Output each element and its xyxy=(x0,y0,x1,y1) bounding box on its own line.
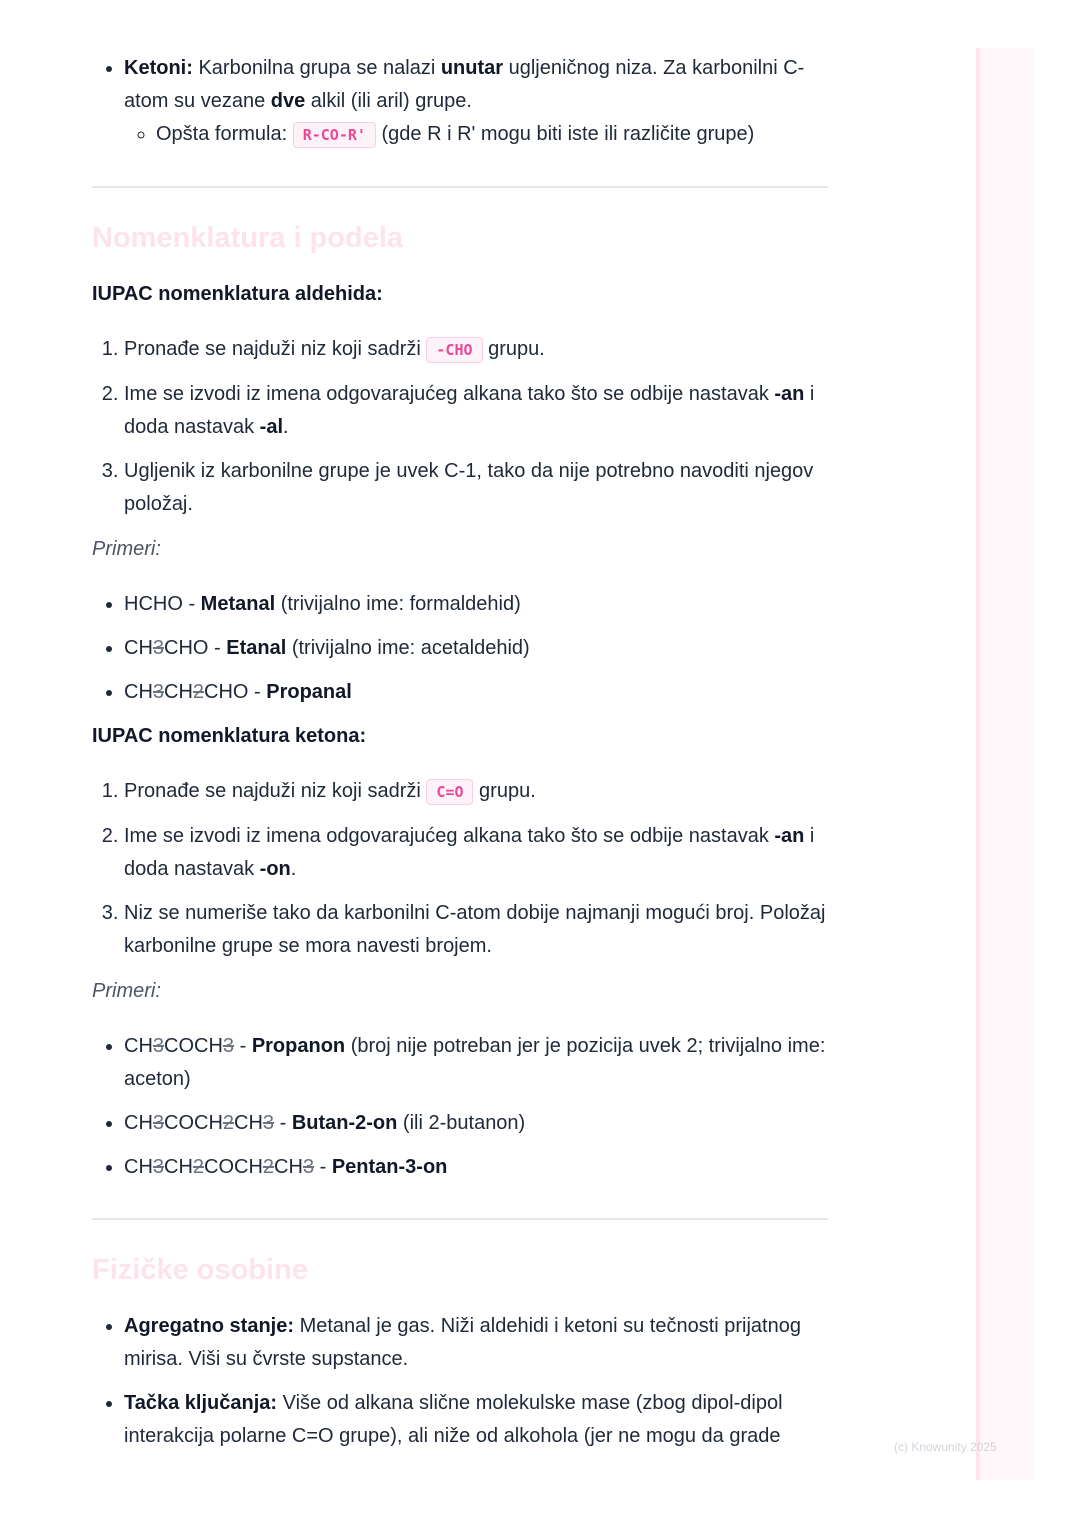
ket-step-1-text-a: Pronađe se najduži niz koji sadrži xyxy=(124,780,427,802)
ket-ex3-f3: COCH xyxy=(204,1156,263,1178)
ket-example-1 xyxy=(124,1030,828,1096)
section-title-fizicke: Fizičke osobine xyxy=(92,1254,308,1286)
ket-step-2-text-a: Ime se izvodi iz imena odgovarajućeg alkana tako što se odbije nastavak xyxy=(124,825,775,847)
ket-ex3-f4: CH xyxy=(274,1156,303,1178)
agregatno-text: Metanal je gas. Niži aldehidi i ketoni su tečnosti prijatnog mirisa. Viši su čvrste supstance. xyxy=(124,1315,801,1370)
ketoni-text-2: ugljeničnog niza. Za karbonilni C-atom su vezane xyxy=(124,57,805,112)
ald-ex2-f1: CH xyxy=(124,637,153,659)
ald-step-2-text-a: Ime se izvodi iz imena odgovarajućeg alkana tako što se odbije nastavak xyxy=(124,383,775,405)
ketoni-bold-unutar: unutar xyxy=(440,57,504,79)
ald-step-1-text-a: Pronađe se najduži niz koji sadrži xyxy=(124,338,427,360)
ald-ex1-note: (trivijalno ime: formaldehid) xyxy=(275,593,521,615)
ket-step-3: 3. Niz se numeriše tako da karbonilni C-atom dobije najmanji mogući broj. Položaj karbonilne grupe se mora navesti brojem. xyxy=(124,897,828,963)
ald-step-2-text-d: . xyxy=(283,416,289,438)
ald-step-2-bold-al: -al xyxy=(259,416,283,438)
ket-ex1-name: Propanon xyxy=(251,1035,346,1057)
ketoni-bold-dve: dve xyxy=(270,90,306,112)
ket-step-1-text-b: grupu. xyxy=(473,780,536,802)
ketoni-list xyxy=(92,52,828,152)
ketoni-label: Ketoni: xyxy=(124,57,193,79)
ket-ex1-f1: CH xyxy=(124,1035,153,1057)
right-margin-strip xyxy=(976,48,1034,1480)
ket-step-2-text-d: . xyxy=(290,858,297,880)
ketoni-steps xyxy=(92,775,828,963)
ketoni-sublist xyxy=(124,118,828,152)
ketoni-text-1: Karbonilna grupa se nalazi xyxy=(192,57,441,79)
ket-ex1-sub2: 3 xyxy=(222,1035,235,1057)
ald-ex3-f1: CH xyxy=(124,681,153,703)
ketoni-examples xyxy=(92,1030,828,1184)
ket-ex2-sub3: 3 xyxy=(262,1112,275,1134)
ket-ex3-sub4: 3 xyxy=(302,1156,315,1178)
ald-step-1-text-b: grupu. xyxy=(482,338,545,360)
ket-step-2 xyxy=(124,820,828,886)
ketoni-formula-item xyxy=(156,118,828,152)
ket-ex2-f1: CH xyxy=(124,1112,153,1134)
ket-step-2-text-c: i doda nastavak xyxy=(124,825,815,880)
ket-ex1-sub1: 3 xyxy=(152,1035,165,1057)
ketoni-item xyxy=(124,52,828,152)
tacka-kljucanja-text: Više od alkana slične molekulske mase (zbog dipol-dipol interakcija polarne C=O grupe), ali niže od alkohola (jer ne mogu da grade xyxy=(124,1392,783,1447)
ald-example-2 xyxy=(124,632,828,665)
ket-ex3-f5: - xyxy=(314,1156,332,1178)
agregatno-label: Agregatno stanje: xyxy=(124,1315,295,1337)
watermark: (c) Knowunity 2025 xyxy=(894,1440,997,1454)
ket-ex1-f2: COCH xyxy=(164,1035,223,1057)
right-margin-line xyxy=(976,48,980,1480)
section-title-nomenklatura: Nomenklatura i podela xyxy=(92,222,404,254)
primeri-label-2: Primeri: xyxy=(92,980,161,1002)
ket-ex2-name: Butan-2-on xyxy=(291,1112,398,1134)
ket-step-2-bold-an: -an xyxy=(774,825,805,847)
formula-label: Opšta formula: xyxy=(156,123,293,145)
ket-ex2-sub1: 3 xyxy=(152,1112,165,1134)
ketoni-text-3: alkil (ili aril) grupe. xyxy=(305,90,472,112)
ket-step-1 xyxy=(124,775,828,809)
ket-ex3-sub3: 2 xyxy=(262,1156,275,1178)
ket-ex3-sub2: 2 xyxy=(192,1156,205,1178)
ket-ex3-name: Pentan-3-on xyxy=(331,1156,448,1178)
ald-ex3-f3: CHO - xyxy=(204,681,267,703)
ald-example-1 xyxy=(124,588,828,621)
aldehidi-examples xyxy=(92,588,828,709)
aldehidi-heading: IUPAC nomenklatura aldehida: xyxy=(92,283,383,305)
ket-ex2-note: (ili 2-butanon) xyxy=(397,1112,526,1134)
document-body xyxy=(92,52,828,1464)
ald-ex3-sub2: 2 xyxy=(192,681,205,703)
ket-ex2-f3: CH xyxy=(234,1112,263,1134)
ketoni-heading: IUPAC nomenklatura ketona: xyxy=(92,725,367,747)
ket-ex1-note: (broj nije potreban jer je pozicija uvek 2; trivijalno ime: aceton) xyxy=(124,1035,826,1090)
ket-example-3 xyxy=(124,1151,828,1184)
ald-step-1 xyxy=(124,333,828,367)
formula-code: R-CO-R' xyxy=(293,122,376,148)
fizicke-list xyxy=(92,1310,828,1453)
ket-ex3-sub1: 3 xyxy=(152,1156,165,1178)
ald-ex3-sub1: 3 xyxy=(152,681,165,703)
ald-ex2-sub1: 3 xyxy=(152,637,165,659)
aldehidi-steps xyxy=(92,333,828,521)
ket-ex1-f3: - xyxy=(234,1035,252,1057)
tacka-kljucanja-label: Tačka ključanja: xyxy=(124,1392,278,1414)
divider-1 xyxy=(92,186,828,188)
ket-example-2 xyxy=(124,1107,828,1140)
formula-note: (gde R i R' mogu biti iste ili različite grupe) xyxy=(375,123,755,145)
divider-2 xyxy=(92,1218,828,1220)
co-code: C=O xyxy=(426,779,473,805)
ald-step-2-text-c: i doda nastavak xyxy=(124,383,815,438)
ket-ex2-sub2: 2 xyxy=(222,1112,235,1134)
ald-step-2-bold-an: -an xyxy=(774,383,805,405)
cho-code: -CHO xyxy=(426,337,482,363)
ald-step-2 xyxy=(124,378,828,444)
ket-step-2-bold-on: -on xyxy=(259,858,291,880)
ald-ex3-name: Propanal xyxy=(266,681,352,703)
ald-step-3: 3. Ugljenik iz karbonilne grupe je uvek C-1, tako da nije potrebno navoditi njegov položaj. xyxy=(124,455,828,521)
fizicke-item-1 xyxy=(124,1310,828,1376)
ald-ex1-name: Metanal xyxy=(200,593,276,615)
ket-ex3-f2: CH xyxy=(164,1156,193,1178)
ald-ex2-note: (trivijalno ime: acetaldehid) xyxy=(286,637,530,659)
primeri-label-1: Primeri: xyxy=(92,538,161,560)
ald-ex2-name: Etanal xyxy=(226,637,287,659)
fizicke-item-2 xyxy=(124,1387,828,1453)
ald-example-3 xyxy=(124,676,828,709)
ket-ex2-f4: - xyxy=(274,1112,292,1134)
ald-ex1-formula: HCHO - xyxy=(124,593,201,615)
ald-ex2-f2: CHO - xyxy=(164,637,227,659)
ket-ex3-f1: CH xyxy=(124,1156,153,1178)
ket-ex2-f2: COCH xyxy=(164,1112,223,1134)
ald-ex3-f2: CH xyxy=(164,681,193,703)
